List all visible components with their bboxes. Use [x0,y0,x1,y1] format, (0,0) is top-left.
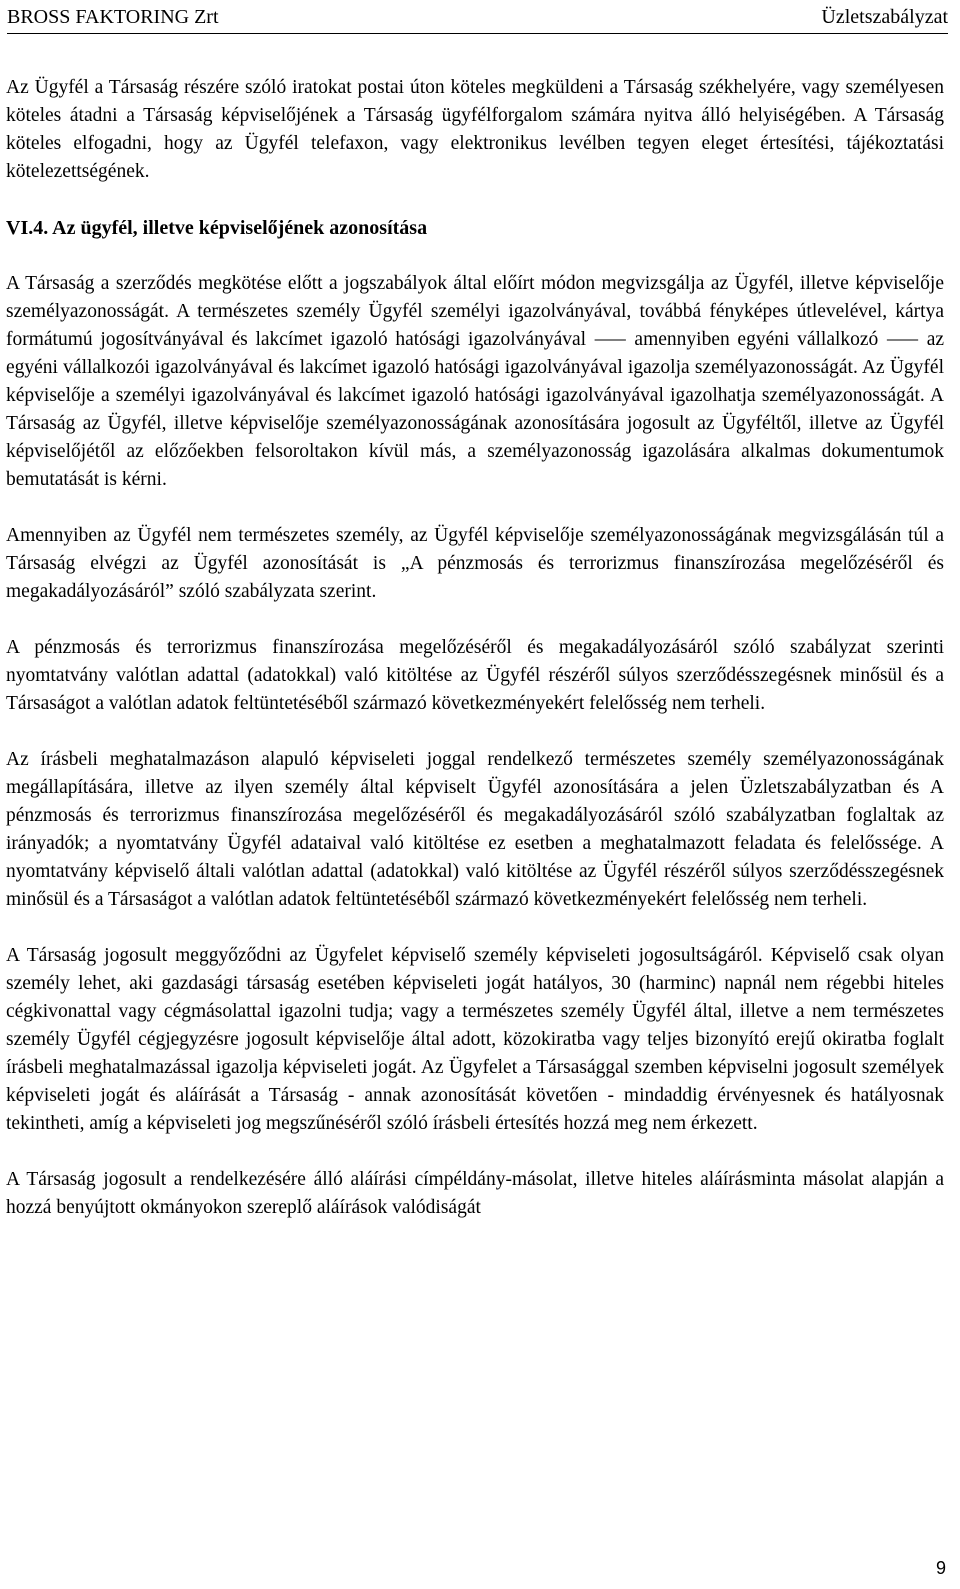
paragraph: A Társaság jogosult meggyőződni az Ügyfelet képviselő személy képviseleti jogosultságáról. Képviselő csak olyan személy lehet, aki gazdasági társaság esetében képviseleti jogát hatályos, 30 (harminc) napnál nem régebbi hiteles cégkivonattal vagy cégmásolattal igazolni tudja; vagy a természetes személy Ügyfél által, illetve a nem természetes személy Ügyfél cégjegyzésre jogosult képviselője által adott, közokiratba vagy teljes bizonyító erejű okiratba foglalt írásbeli meghatalmazással igazolja képviseleti jogát. Az Ügyfelet a Társasággal szemben képviselni jogosult személyek képviseleti jogát és aláírását a Társaság - annak azonosítását követően - mindaddig érvényesnek és hatályosnak tekintheti, amíg a képviseleti jog megszűnéséről szóló írásbeli értesítés hozzá meg nem érkezett. [6,945,944,1134]
page-header [7,4,948,34]
paragraph: A pénzmosás és terrorizmus finanszírozása megelőzéséről és megakadályozásáról szóló szabályzat szerinti nyomtatvány valótlan adattal (adatokkal) való kitöltése az Ügyfél részéről súlyos szerződésszegésnek minősül és a Társaságot a valótlan adatok feltüntetéséből származó következményekért felelősség nem terheli. [6,637,944,714]
paragraph: A Társaság a szerződés megkötése előtt a jogszabályok által előírt módon megvizsgálja az Ügyfél, illetve képviselője személyazonosságát. A természetes személy Ügyfél személyi igazolványával, továbbá fényképes útlevelével, kártya formátumú jogosítványával és lakcímet igazoló hatósági igazolványával ⸺ amennyiben egyéni vállalkozó ⸺ az egyéni vállalkozói igazolványával és lakcímet igazoló hatósági igazolványával igazolja személyazonosságát. Az Ügyfél képviselője a személyi igazolványával és lakcímet igazoló hatósági igazolványával igazolhatja személyazonosságát. A Társaság az Ügyfél, illetve képviselője személyazonosságának azonosítására jogosult az Ügyféltől, illetve az Ügyfél képviselőjétől az előzőekben felsoroltakon kívül más, a személyazonosság igazolására alkalmas dokumentumok bemutatását is kérni. [6,273,944,490]
paragraph: Az írásbeli meghatalmazáson alapuló képviseleti joggal rendelkező természetes személy személyazonosságának megállapítására, illetve az ilyen személy által képviselt Ügyfél azonosítására a jelen Üzletszabályzatban és A pénzmosás és terrorizmus finanszírozása megelőzéséről és megakadályozásáról szóló szabályzatban foglaltak az irányadók; a nyomtatvány Ügyfél adataival való kitöltése ez esetben a meghatalmazott feladata és felelőssége. A nyomtatvány képviselő általi valótlan adattal (adatokkal) való kitöltése az Ügyfél részéről súlyos szerződésszegésnek minősül és a Társaságot a valótlan adatok feltüntetéséből származó következményekért felelősség nem terheli. [6,749,944,910]
page-number: 9 [935,1558,946,1578]
document-body [6,74,944,1250]
document-title: Üzletszabályzat [821,6,948,28]
company-name: BROSS FAKTORING Zrt [7,6,219,28]
section-heading: VI.4. Az ügyfél, illetve képviselőjének azonosítása [6,217,428,239]
paragraph: A Társaság jogosult a rendelkezésére álló aláírási címpéldány-másolat, illetve hiteles aláírásminta másolat alapján a hozzá benyújtott okmányokon szereplő aláírások valódiságát [6,1169,944,1218]
paragraph: Az Ügyfél a Társaság részére szóló iratokat postai úton köteles megküldeni a Társaság székhelyére, vagy személyesen köteles átadni a Társaság képviselőjének a Társaság ügyfélforgalom számára nyitva álló helyiségében. A Társaság köteles elfogadni, hogy az Ügyfél telefaxon, vagy elektronikus levélben tegyen eleget értesítési, tájékoztatási kötelezettségének. [6,77,944,182]
header-rule [7,33,948,34]
paragraph: Amennyiben az Ügyfél nem természetes személy, az Ügyfél képviselője személyazonosságának megvizsgálásán túl a Társaság elvégzi az Ügyfél azonosítását is „A pénzmosás és terrorizmus finanszírozása megelőzéséről és megakadályozásáról” szóló szabályzata szerint. [6,525,944,602]
